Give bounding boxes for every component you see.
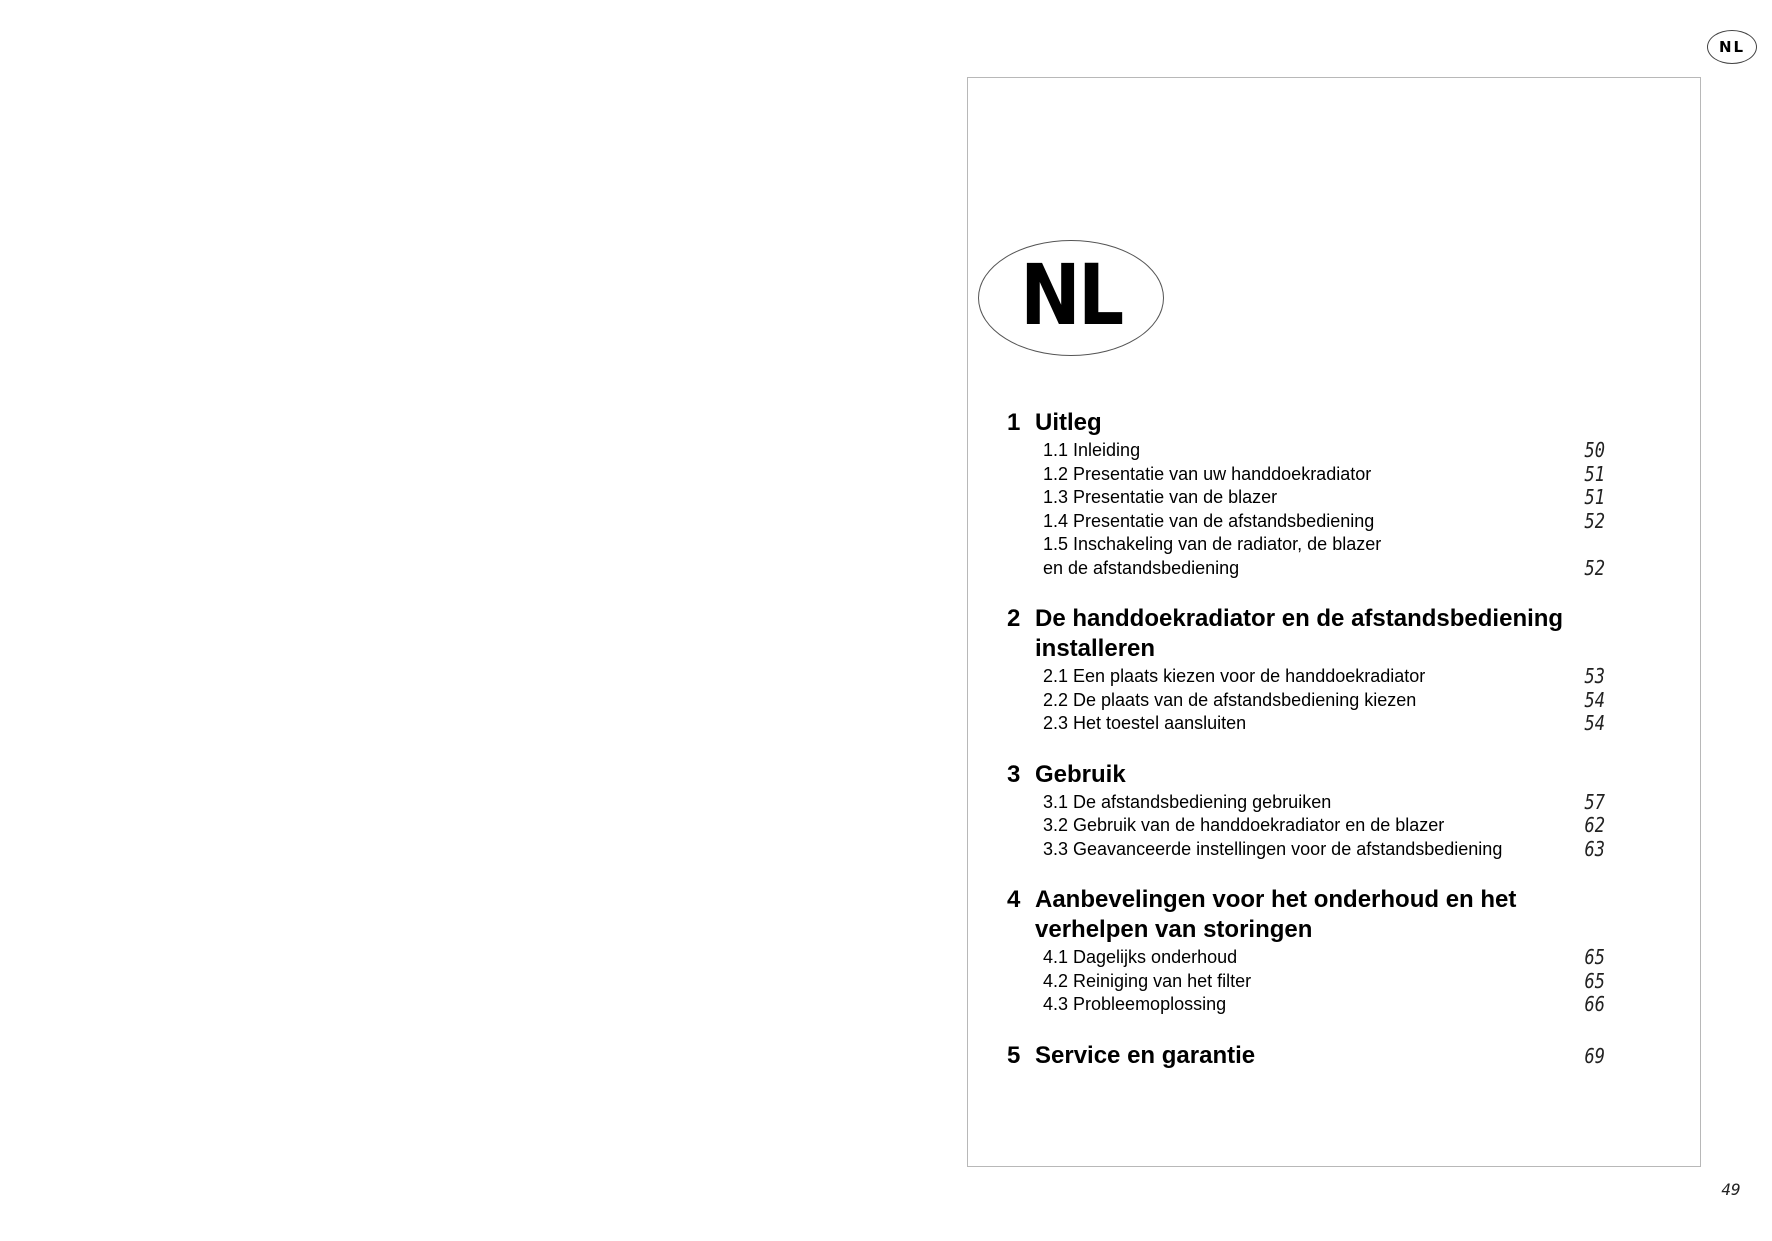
toc-entry-page: 57 [1584,789,1605,814]
toc-chapter-number: 4 [1007,886,1021,913]
toc-entry-title: 2.3 Het toestel aansluiten [1043,713,1247,733]
toc-entry-title: 1.1 Inleiding [1043,440,1141,460]
toc-entry-list [1007,946,1605,1017]
toc-entry-title: 4.2 Reiniging van het filter [1043,970,1252,991]
toc-entry-page: 66 [1584,992,1605,1016]
toc-entry-page: 51 [1584,485,1605,509]
toc-entry-title: 3.1 De afstandsbediening gebruiken [1043,791,1332,812]
toc-chapter [1007,408,1605,580]
language-badge-small-text: NL [1718,38,1746,56]
toc-entry-title: 4.3 Probleemoplossing [1043,994,1227,1014]
toc-chapter-title: Gebruik [1035,760,1126,788]
toc-chapter-heading[interactable] [1007,604,1605,664]
toc-entry-title: 3.2 Gebruik van de handdoekradiator en de blazer [1043,815,1445,835]
toc-chapter-title: Uitleg [1035,409,1102,436]
toc-chapter [1007,604,1605,736]
toc-entry-title: 1.3 Presentatie van de blazer [1043,487,1278,507]
toc-chapter-number: 3 [1007,760,1021,788]
table-of-contents [1007,408,1605,1095]
toc-entry-title: 1.4 Presentatie van de afstandsbediening [1043,510,1375,531]
toc-entry-list [1007,791,1605,862]
language-badge-large [978,240,1164,356]
toc-entry[interactable] [1007,712,1605,736]
toc-entry[interactable] [1007,510,1605,534]
toc-entry-title: en de afstandsbediening [1043,557,1240,578]
toc-chapter-page: 69 [1584,1043,1605,1068]
toc-chapter [1007,1041,1605,1071]
toc-chapter-number: 1 [1007,409,1021,436]
toc-entry-list [1007,439,1605,580]
toc-entry[interactable] [1007,838,1605,862]
toc-entry-title: 3.3 Geavanceerde instellingen voor de afstandsbediening [1043,838,1503,859]
toc-chapter [1007,760,1605,862]
toc-entry-title: 2.1 Een plaats kiezen voor de handdoekradiator [1043,666,1426,686]
toc-chapter-title: De handdoekradiator en de afstandsbediening installeren [1035,605,1564,662]
toc-chapter-title: Service en garantie [1035,1041,1256,1069]
toc-entry[interactable] [1007,557,1605,581]
toc-chapter [1007,885,1605,1017]
toc-entry[interactable] [1007,665,1605,689]
toc-entry[interactable] [1007,814,1605,838]
toc-chapter-heading[interactable] [1007,408,1605,438]
toc-entry-page: 65 [1584,968,1605,993]
toc-entry-page: 52 [1584,508,1605,533]
toc-entry-title: 1.5 Inschakeling van de radiator, de blazer [1043,534,1382,554]
page-number: 49 [1721,1180,1741,1199]
toc-entry-page: 54 [1584,687,1605,712]
toc-entry-page: 63 [1584,836,1605,861]
toc-chapter-heading[interactable] [1007,885,1605,945]
toc-entry-page: 53 [1584,664,1605,688]
toc-entry-list [1007,665,1605,736]
toc-chapter-number: 2 [1007,605,1021,632]
toc-entry[interactable] [1007,791,1605,815]
toc-entry-page: 62 [1584,813,1605,837]
toc-entry-page: 50 [1584,438,1605,462]
toc-chapter-heading[interactable] [1007,1041,1605,1071]
toc-entry[interactable] [1007,970,1605,994]
toc-entry-page: 54 [1584,711,1605,735]
toc-entry-page: 52 [1584,555,1605,580]
toc-entry-title: 1.2 Presentatie van uw handdoekradiator [1043,463,1372,484]
toc-entry[interactable] [1007,689,1605,713]
toc-entry[interactable] [1007,486,1605,510]
toc-entry[interactable] [1007,946,1605,970]
toc-entry[interactable] [1007,993,1605,1017]
toc-entry[interactable] [1007,439,1605,463]
toc-entry[interactable] [1007,533,1605,557]
toc-entry-title: 4.1 Dagelijks onderhoud [1043,947,1238,967]
language-badge-large-text: NL [1020,246,1122,344]
toc-entry[interactable] [1007,463,1605,487]
toc-chapter-title: Aanbevelingen voor het onderhoud en het verhelpen van storingen [1035,886,1517,943]
toc-entry-page: 51 [1584,461,1605,486]
toc-entry-title: 2.2 De plaats van de afstandsbediening kiezen [1043,689,1417,710]
toc-chapter-number: 5 [1007,1041,1021,1069]
toc-entry-page: 65 [1584,945,1605,969]
toc-chapter-heading[interactable] [1007,760,1605,790]
language-badge-small [1707,30,1757,64]
